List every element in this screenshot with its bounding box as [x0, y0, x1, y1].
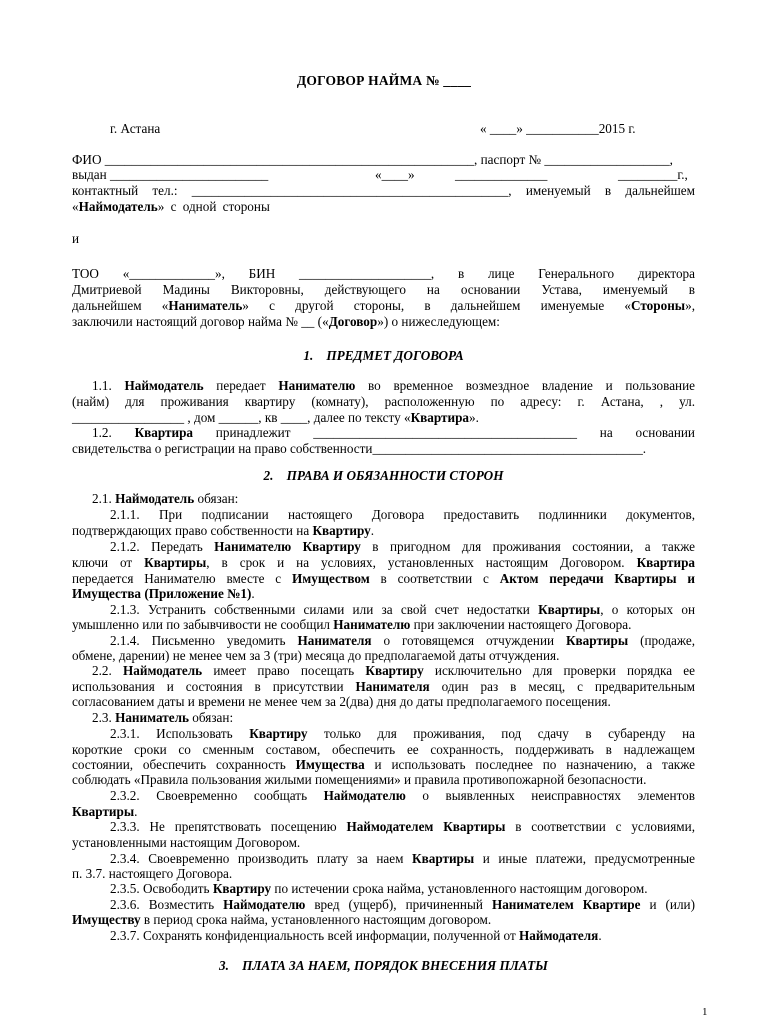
party2-line3: дальнейшем «Наниматель» с другой стороны, в дальнейшем именуемые «Стороны», — [72, 298, 695, 313]
clause-2-3-4-line2: п. 3.7. настоящего Договора. — [72, 866, 233, 881]
clause-2-1-3-line2: умышленно или по забывчивости не сообщил Нанимателю при заключении настоящего Договора. — [72, 617, 632, 632]
section-1-title: 1. ПРЕДМЕТ ДОГОВОРА — [303, 348, 464, 363]
clause-1-1-line2: (найм) для проживания квартиру (комнату), расположенную по адресу: г. Астана, , ул. — [72, 394, 695, 409]
document-title: ДОГОВОР НАЙМА № ____ — [296, 73, 472, 88]
clause-2-2-line2: использования и состояния в присутствии Нанимателя один раз в месяц, с предварительным — [72, 679, 695, 694]
clause-1-1: 1.1. Наймодатель передает Нанимателю во временное возмездное владение и пользование — [92, 378, 696, 393]
clause-1-2-line2: свидетельства о регистрации на право собственности_________________________________________. — [72, 441, 647, 456]
clause-2-3-1-line3: состоянии, обеспечить сохранность Имущества и использовать последнее по назначению, а также — [72, 757, 696, 772]
clause-1-2: 1.2. Квартира принадлежит ________________________________________ на основании — [92, 425, 695, 440]
clause-2-1: 2.1. Наймодатель обязан: — [92, 491, 239, 506]
city: г. Астана — [110, 121, 161, 136]
clause-2-3-7: 2.3.7. Сохранять конфиденциальность всей информации, полученной от Наймодателя. — [110, 928, 602, 943]
clause-2-1-4-line2: обмене, дарении) не менее чем за 3 (три) месяца до предполагаемой даты отчуждения. — [72, 648, 560, 663]
clause-2-1-1: 2.1.1. При подписании настоящего Договора предоставить подлинники документов, — [110, 507, 695, 522]
clause-2-1-2-line4: Имущества (Приложение №1). — [72, 586, 255, 601]
clause-2-2-line3: согласованием даты и времени не менее чем за 2(два) дня до даты предполагаемого посещения. — [72, 694, 611, 709]
section-3-title: 3. ПЛАТА ЗА НАЕМ, ПОРЯДОК ВНЕСЕНИЯ ПЛАТЫ — [219, 958, 548, 973]
clause-2-1-4: 2.1.4. Письменно уведомить Нанимателя о готовящемся отчуждении Квартиры (продаже, — [110, 633, 695, 648]
and-conjunction: и — [72, 231, 80, 246]
party1-issued: выдан ________________________ — [72, 167, 269, 182]
page-number: 1 — [702, 1006, 708, 1018]
clause-2-1-2-line2: ключи от Квартиры, в срок и на условиях, установленных настоящим Договором. Квартира — [72, 555, 696, 570]
party1-issued-month: ______________ — [455, 167, 548, 182]
clause-2-3-1: 2.3.1. Использовать Квартиру только для проживания, под сдачу в субаренду на — [110, 726, 695, 741]
party1-phone: контактный тел.: ________________________________________________, именуемый в дальнейшем — [72, 183, 695, 198]
clause-2-3-3-line2: установленными настоящим Договором. — [72, 835, 301, 850]
party1-issued-year: _________г., — [618, 167, 688, 182]
party2-line2: Дмитриевой Мадины Викторовны, действующего на основании Устава, именуемый в — [72, 282, 695, 297]
clause-2-3-2-line2: Квартиры. — [72, 804, 138, 819]
clause-2-3-1-line2: короткие сроки со сменным составом, обеспечить ее сохранность, поддерживать в надлежащем — [72, 742, 695, 757]
contract-date: « ____» ___________2015 г. — [480, 121, 636, 136]
clause-2-3-2: 2.3.2. Своевременно сообщать Наймодателю о выявленных неисправностях элементов — [110, 788, 695, 803]
clause-2-3-4: 2.3.4. Своевременно производить плату за наем Квартиры и иные платежи, предусмотренные — [110, 851, 695, 866]
clause-2-3-6: 2.3.6. Возместить Наймодателю вред (ущерб), причиненный Нанимателем Квартире и (или) — [110, 897, 695, 912]
clause-2-3-3: 2.3.3. Не препятствовать посещению Наймодателем Квартиры в соответствии с условиями, — [110, 819, 696, 834]
clause-2-1-1-line2: подтверждающих право собственности на Квартиру. — [72, 523, 375, 538]
clause-2-2: 2.2. Наймодатель имеет право посещать Квартиру исключительно для проверки порядка ее — [92, 663, 696, 678]
party2-line1: ТОО «_____________», БИН ____________________, в лице Генерального директора — [72, 266, 695, 281]
party1-line1: ФИО ________________________________________________________, паспорт № ___________________, — [72, 152, 673, 167]
party1-role: «Наймодатель» с одной стороны — [72, 199, 270, 214]
clause-1-1-line3: _________________ , дом ______, кв ____, далее по тексту «Квартира». — [72, 410, 479, 425]
party1-issued-day: «____» — [375, 167, 415, 182]
clause-2-3: 2.3. Наниматель обязан: — [92, 710, 234, 725]
clause-2-1-3: 2.1.3. Устранить собственными силами или за свой счет недостатки Квартиры, о которых он — [110, 602, 695, 617]
clause-2-1-2-line3: передается Нанимателю вместе с Имуществом в соответствии с Актом передачи Квартиры и — [72, 571, 695, 586]
party2-line4: заключили настоящий договор найма № __ («Договор») о нижеследующем: — [72, 314, 500, 329]
section-2-title: 2. ПРАВА И ОБЯЗАННОСТИ СТОРОН — [263, 468, 504, 483]
clause-2-3-6-line2: Имуществу в период срока найма, установленного настоящим договором. — [72, 912, 492, 927]
clause-2-1-2: 2.1.2. Передать Нанимателю Квартиру в пригодном для проживания состоянии, а также — [110, 539, 695, 554]
clause-2-3-1-line4: соблюдать «Правила пользования жилыми помещениями» и правила противопожарной безопасности. — [72, 772, 647, 787]
clause-2-3-5: 2.3.5. Освободить Квартиру по истечении срока найма, установленного настоящим договором. — [110, 881, 648, 896]
